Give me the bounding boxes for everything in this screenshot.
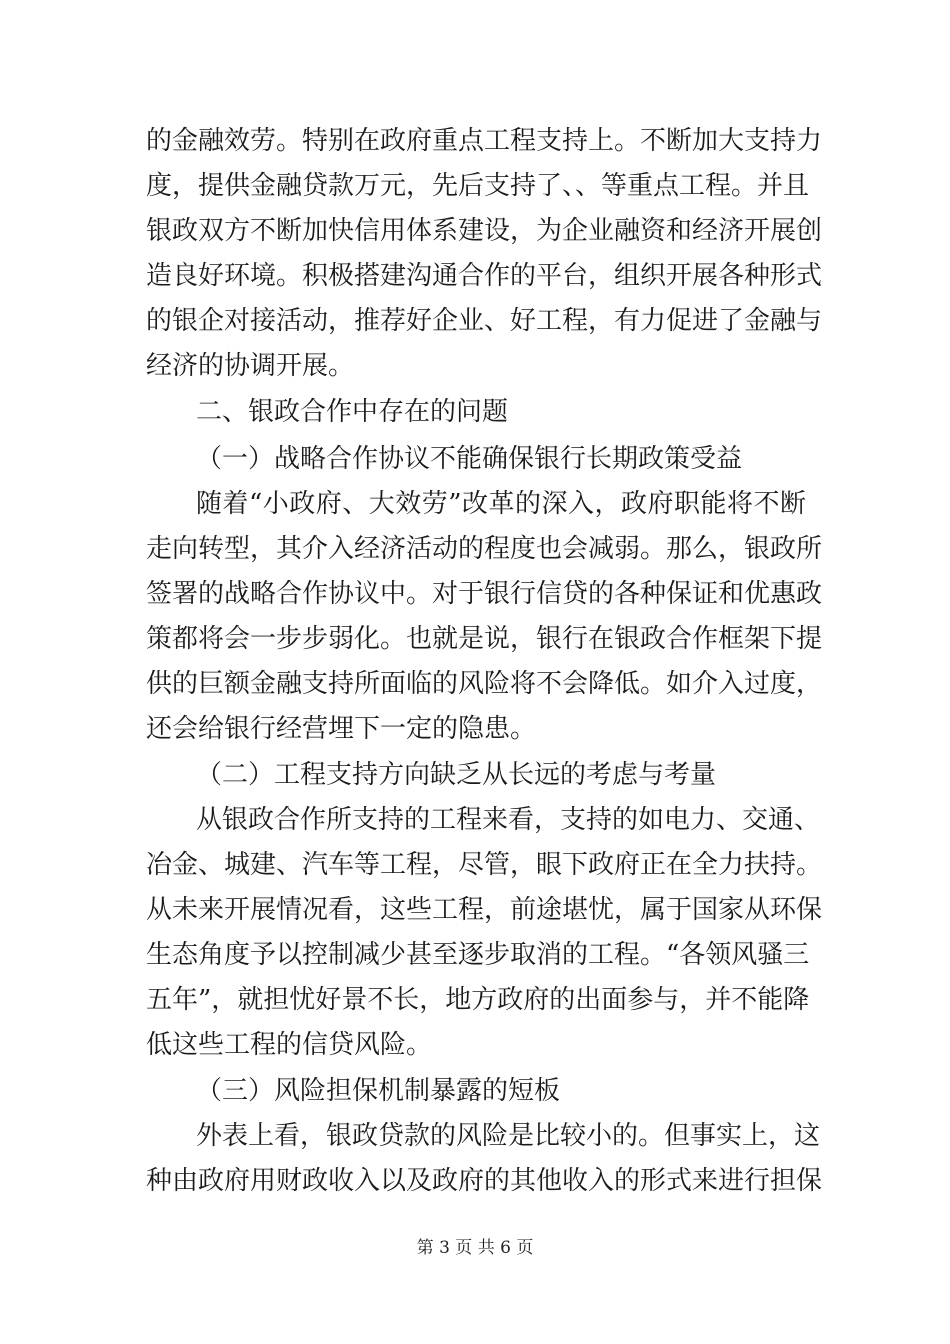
subsection-heading: （一）战略合作协议不能确保银行长期政策受益 [196,444,743,474]
body-line: 度，提供金融贷款万元，先后支持了、、等重点工程。并且 [146,171,810,201]
body-line: 的金融效劳。特别在政府重点工程支持上。不断加大支持力 [146,126,823,156]
body-line: 供的巨额金融支持所面临的风险将不会降低。如介入过度， [146,669,823,699]
body-line: 银政双方不断加快信用体系建设，为企业融资和经济开展创 [146,216,823,246]
body-line: 经济的协调开展。 [146,351,355,381]
body-line: 冶金、城建、汽车等工程，尽管，眼下政府正在全力扶持。 [146,850,823,880]
body-line: 走向转型，其介入经济活动的程度也会减弱。那么，银政所 [146,534,823,564]
subsection-heading: （二）工程支持方向缺乏从长远的考虑与考量 [196,760,717,790]
body-line: 造良好环境。积极搭建沟通合作的平台，组织开展各种形式 [146,261,823,291]
body-line: 从未来开展情况看，这些工程，前途堪忧，属于国家从环保 [146,895,823,925]
body-line: 种由政府用财政收入以及政府的其他收入的形式来进行担保 [146,1166,823,1196]
body-line: 生态角度予以控制减少甚至逐步取消的工程。“各领风骚三 [146,940,810,970]
body-line: 从银政合作所支持的工程来看，支持的如电力、交通、 [196,805,821,835]
body-line: 策都将会一步步弱化。也就是说，银行在银政合作框架下提 [146,624,823,654]
body-line: 外表上看，银政贷款的风险是比较小的。但事实上，这 [196,1121,821,1151]
body-line: 的银企对接活动，推荐好企业、好工程，有力促进了金融与 [146,306,823,336]
body-line: 五年”，就担忧好景不长，地方政府的出面参与，并不能降 [146,985,810,1015]
page-number-footer: 第 3 页 共 6 页 [416,1238,534,1258]
body-line: 随着“小政府、大效劳”改革的深入，政府职能将不断 [196,489,806,519]
subsection-heading: （三）风险担保机制暴露的短板 [196,1076,561,1106]
section-heading: 二、银政合作中存在的问题 [196,397,509,427]
body-line: 低这些工程的信贷风险。 [146,1030,433,1060]
body-line: 还会给银行经营埋下一定的隐患。 [146,714,537,744]
body-line: 签署的战略合作协议中。对于银行信贷的各种保证和优惠政 [146,579,823,609]
